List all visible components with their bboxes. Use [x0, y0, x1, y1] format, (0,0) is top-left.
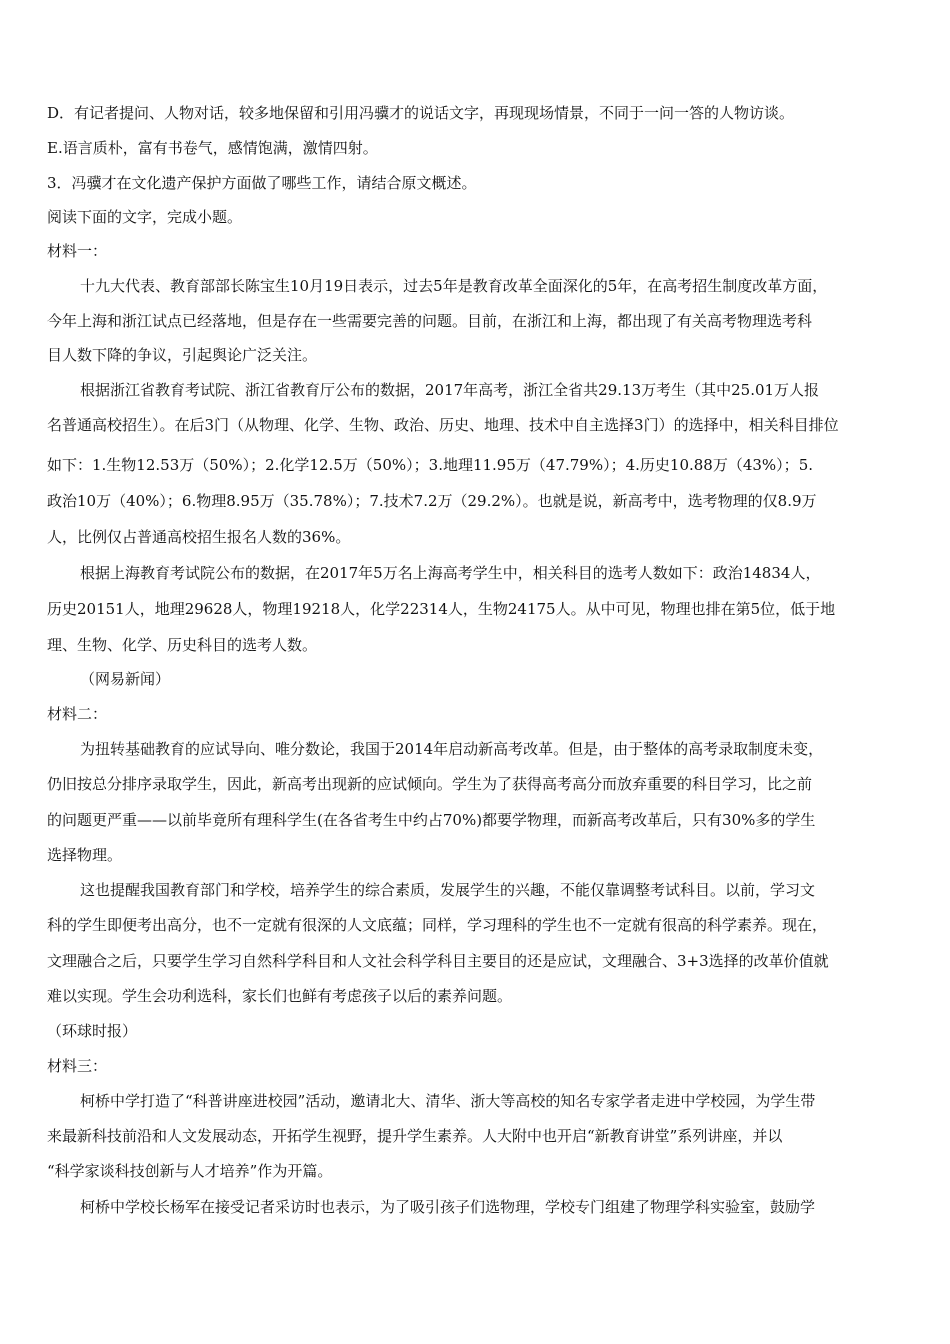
option-d: D．有记者提问、人物对话，较多地保留和引用冯骥才的说话文字，再现现场情景，不同于一问一答的人物访谈。: [47, 104, 795, 122]
paragraph-line: 柯桥中学打造了“科普讲座进校园”活动，邀请北大、清华、浙大等高校的知名专家学者走进中学校园，为学生带: [80, 1092, 816, 1110]
paragraph-line: 人，比例仅占普通高校招生报名人数的36%。: [47, 528, 351, 546]
paragraph-line: 名普通高校招生）。在后3门（从物理、化学、生物、政治、历史、地理、技术中自主选择3门）的选择中，相关科目排位: [47, 416, 839, 434]
option-e: E.语言质朴，富有书卷气，感情饱满，激情四射。: [47, 139, 378, 157]
paragraph-line: 政治10万（40%）；6.物理8.95万（35.78%）；7.技术7.2万（29.2%）。也就是说，新高考中，选考物理的仅8.9万: [47, 492, 817, 510]
paragraph-line: 理、生物、化学、历史科目的选考人数。: [47, 636, 318, 654]
question-3: 3．冯骥才在文化遗产保护方面做了哪些工作，请结合原文概述。: [47, 174, 477, 192]
paragraph-line: 文理融合之后，只要学生学习自然科学科目和人文社会科学科目主要目的还是应试，文理融合、3+3选择的改革价值就: [47, 952, 829, 970]
source-citation: （网易新闻）: [80, 670, 171, 688]
paragraph-line: 仍旧按总分排序录取学生，因此，新高考出现新的应试倾向。学生为了获得高考高分而放弃重要的科目学习，比之前: [47, 775, 813, 793]
paragraph-line: 来最新科技前沿和人文发展动态，开拓学生视野，提升学生素养。人大附中也开启“新教育讲堂”系列讲座，并以: [47, 1127, 783, 1145]
paragraph-line: 选择物理。: [47, 846, 123, 864]
material-1-heading: 材料一：: [47, 242, 108, 260]
paragraph-line: 科的学生即便考出高分，也不一定就有很深的人文底蕴；同样，学习理科的学生也不一定就有很高的科学素养。现在，: [47, 916, 828, 934]
paragraph-line: 柯桥中学校长杨军在接受记者采访时也表示，为了吸引孩子们选物理，学校专门组建了物理学科实验室，鼓励学: [80, 1198, 816, 1216]
paragraph-line: “科学家谈科技创新与人才培养”作为开篇。: [47, 1162, 333, 1180]
paragraph-line: 的问题更严重——以前毕竟所有理科学生(在各省考生中约占70%)都要学物理，而新高考改革后，只有30%多的学生: [47, 811, 816, 829]
paragraph-line: 如下：1.生物12.53万（50%）；2.化学12.5万（50%）；3.地理11.95万（47.79%）；4.历史10.88万（43%）；5.: [47, 456, 813, 474]
paragraph-line: 十九大代表、教育部部长陈宝生10月19日表示，过去5年是教育改革全面深化的5年，在高考招生制度改革方面，: [80, 277, 828, 295]
paragraph-line: 根据浙江省教育考试院、浙江省教育厅公布的数据，2017年高考，浙江全省共29.13万考生（其中25.01万人报: [80, 381, 820, 399]
paragraph-line: 这也提醒我国教育部门和学校，培养学生的综合素质，发展学生的兴趣，不能仅靠调整考试科目。以前，学习文: [80, 881, 816, 899]
reading-instruction: 阅读下面的文字，完成小题。: [47, 208, 243, 226]
paragraph-line: 今年上海和浙江试点已经落地，但是存在一些需要完善的问题。目前，在浙江和上海，都出现了有关高考物理选考科: [47, 312, 813, 330]
paragraph-line: 根据上海教育考试院公布的数据，在2017年5万名上海高考学生中，相关科目的选考人数如下：政治14834人，: [80, 564, 821, 582]
material-3-heading: 材料三：: [47, 1057, 108, 1075]
paragraph-line: 为扭转基础教育的应试导向、唯分数论，我国于2014年启动新高考改革。但是，由于整体的高考录取制度未变，: [80, 740, 824, 758]
source-citation: （环球时报）: [47, 1022, 138, 1040]
material-2-heading: 材料二：: [47, 705, 108, 723]
paragraph-line: 历史20151人，地理29628人，物理19218人，化学22314人，生物24175人。从中可见，物理也排在第5位，低于地: [47, 600, 836, 618]
paragraph-line: 难以实现。学生会功利选科，家长们也鲜有考虑孩子以后的素养问题。: [47, 987, 513, 1005]
paragraph-line: 目人数下降的争议，引起舆论广泛关注。: [47, 346, 318, 364]
